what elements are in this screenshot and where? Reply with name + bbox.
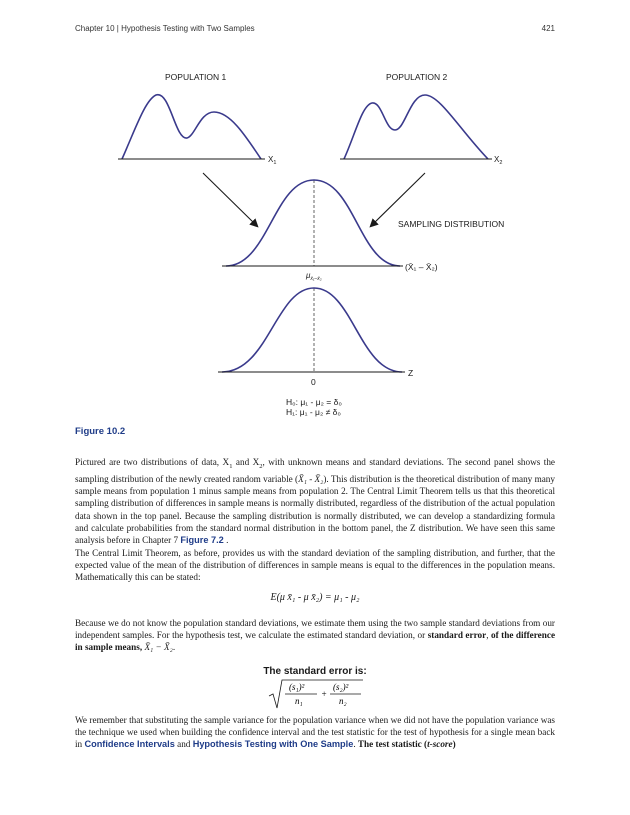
s1-squared: (s₁)² (289, 682, 305, 692)
z-curve (222, 288, 402, 372)
expected-value-equation: E(μ x̄₁ - μ x̄₂) = μ₁ - μ₂ (270, 592, 360, 603)
running-header: Chapter 10 | Hypothesis Testing with Two Samples (75, 24, 255, 33)
difference-label: (X̄₁ – X̄₂) (405, 262, 438, 272)
paragraph-3: Because we do not know the population standard deviations, we estimate them using the two sample standard deviations from our independent samples. For the hypothesis test, we calculate the estimated standard deviation, or standard error, of the difference in sample means, X̄₁ − X̄₂. (75, 618, 556, 653)
figure-10-2 (0, 60, 630, 420)
page-number: 421 (541, 24, 555, 33)
hypothesis-testing-one-sample-link[interactable]: Hypothesis Testing with One Sample (192, 739, 354, 750)
figure-caption: Figure 10.2 (75, 426, 126, 437)
paragraph-2: The Central Limit Theorem, as before, provides us with the standard deviation of the sampling distribution, and further, that the expected value of the mean of the distribution of differences in sample means is equal to the differences in the population means. Mathematically this can be stated: (75, 548, 555, 583)
population2-curve (344, 95, 488, 159)
arrow-left (203, 173, 257, 226)
paragraph-4: We remember that substituting the sample variance for the population variance when we did not have the population variance was the technique we used when building the confidence interval and the test statistic for the test of hypothesis for a single mean back in Confidence Intervals and Hypothesis Testing with One Sample. The test statistic (t-score) (75, 715, 555, 750)
standard-error-heading: The standard error is: (263, 666, 367, 677)
population1-label: POPULATION 1 (165, 72, 227, 82)
standard-error-formula-svg (265, 678, 365, 710)
x1-label: $X_1$ (268, 155, 277, 166)
mu-difference-label: $\mu_{x̄_1-x̄_2}$ (306, 271, 322, 282)
null-hypothesis: H₀: μ₁ - μ₂ = δ₀ (286, 397, 342, 407)
zero-label: 0 (311, 377, 316, 387)
population2-label: POPULATION 2 (386, 72, 448, 82)
s2-squared: (s₂)² (333, 682, 349, 692)
n1: n₁ (295, 696, 303, 706)
x2-label: $X_2$ (494, 155, 503, 166)
paragraph-1: Pictured are two distributions of data, $X_1$ and $X_2$, with unknown means and standard deviations. The second panel shows the sampling distribution of the newly created random variable (X̄₁ - X̄₂). This distribution is the theoretical distribution of many many sample means from population 1 minus sample means from population 2. The Central Limit Theorem tells us that this theoretical sampling distribution of differences in sample means is normally distributed, regardless of the distribution of the actual population data shown in the top panel. Because the sampling distribution is normally distributed, we can develop a standardizing formula and calculate probabilities from the standard normal distribution in the bottom panel, the Z distribution. We have seen this same analysis before in Chapter 7 Figure 7.2 . (75, 457, 555, 546)
n2: n₂ (339, 696, 347, 706)
population1-curve (122, 95, 261, 159)
sampling-distribution-label: SAMPLING DISTRIBUTION (398, 219, 505, 229)
standard-error-formula (0, 678, 630, 712)
confidence-intervals-link[interactable]: Confidence Intervals (84, 739, 175, 750)
plus-sign: + (321, 689, 328, 699)
figure-7-2-link[interactable]: Figure 7.2 (180, 535, 224, 546)
z-label: Z (408, 368, 414, 378)
alternative-hypothesis: H₁: μ₁ - μ₂ ≠ δ₀ (286, 407, 341, 417)
